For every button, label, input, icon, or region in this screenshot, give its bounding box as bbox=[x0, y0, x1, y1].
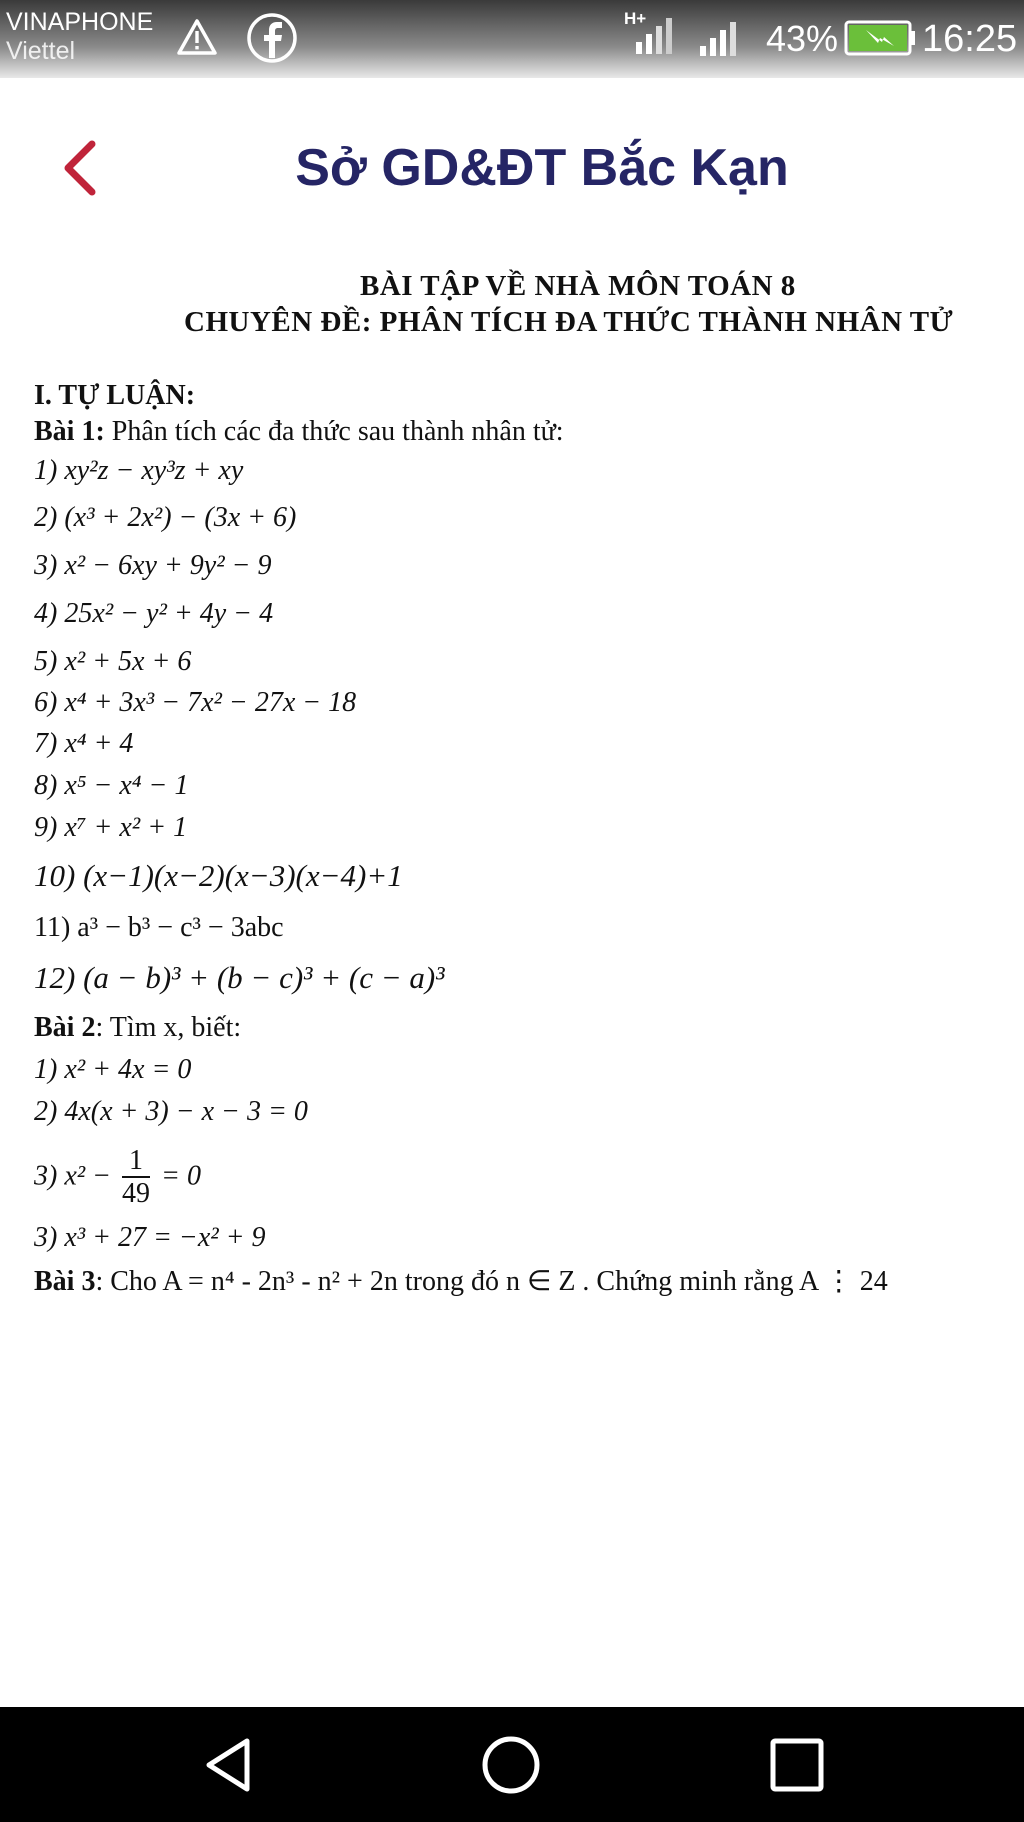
list-item: 1) x² + 4x = 0 bbox=[34, 1054, 192, 1085]
list-item: 9) x⁷ + x² + 1 bbox=[34, 812, 188, 843]
list-item: 11) a³ − b³ − c³ − 3abc bbox=[34, 912, 284, 943]
exercise-2-prompt bbox=[34, 1012, 241, 1044]
battery-charging-icon bbox=[844, 20, 916, 56]
battery-percent: 43% bbox=[766, 18, 839, 59]
exercise-3-label: Bài 3 bbox=[34, 1266, 96, 1297]
system-nav-bar bbox=[0, 1707, 1024, 1822]
facebook-icon bbox=[246, 12, 298, 64]
list-item: 1) xy²z − xy³z + xy bbox=[34, 455, 244, 486]
list-item: 2) 4x(x + 3) − x − 3 = 0 bbox=[34, 1096, 308, 1127]
list-item: 7) x⁴ + 4 bbox=[34, 728, 134, 759]
exercise-1-label: Bài 1: bbox=[34, 416, 105, 447]
exercise-1-prompt bbox=[34, 416, 564, 448]
exercise-1-text: Phân tích các đa thức sau thành nhân tử: bbox=[111, 416, 564, 447]
signal-icon-2 bbox=[698, 18, 746, 58]
list-item: 10) (x−1)(x−2)(x−3)(x−4)+1 bbox=[34, 858, 403, 893]
carrier-name-2: Viettel bbox=[6, 37, 76, 65]
network-type-label: H+ bbox=[624, 9, 647, 28]
section-title: I. TỰ LUẬN: bbox=[34, 380, 196, 411]
list-item: 6) x⁴ + 3x³ − 7x² − 27x − 18 bbox=[34, 687, 357, 718]
list-item: 12) (a − b)³ + (b − c)³ + (c − a)³ bbox=[34, 960, 445, 995]
exercise-2-label: Bài 2 bbox=[34, 1012, 96, 1043]
list-item: 4) 25x² − y² + 4y − 4 bbox=[34, 598, 274, 629]
document-subheading: CHUYÊN ĐỀ: PHÂN TÍCH ĐA THỨC THÀNH NHÂN TỬ bbox=[184, 306, 954, 338]
exercise-2-text: : Tìm x, biết: bbox=[95, 1012, 242, 1043]
warning-icon bbox=[176, 18, 218, 56]
page-title: Sở GD&ĐT Bắc Kạn bbox=[295, 139, 789, 197]
carrier-name-1: VINAPHONE bbox=[6, 8, 154, 36]
exercise-3-prompt bbox=[34, 1264, 888, 1298]
carrier-info bbox=[6, 8, 153, 66]
app-header bbox=[0, 110, 1024, 230]
signal-icon bbox=[622, 8, 680, 58]
list-item: 5) x² + 5x + 6 bbox=[34, 646, 192, 677]
list-item: 8) x⁵ − x⁴ − 1 bbox=[34, 770, 189, 801]
home-circle-icon[interactable] bbox=[479, 1733, 543, 1797]
list-item-fraction: 3) x² − $\frac{1}{49}$ = 0 bbox=[34, 1145, 201, 1209]
fraction: $\frac{1}{49}$ bbox=[122, 1145, 151, 1209]
list-item: 3) x² − 6xy + 9y² − 9 bbox=[34, 550, 272, 581]
status-bar bbox=[0, 0, 1024, 78]
exercise-3-text: : Cho A = n⁴ - 2n³ - n² + 2n trong đó n ∈ Z . Chứng minh rằng A ⋮ 24 bbox=[95, 1266, 888, 1297]
list-item: 3) x³ + 27 = −x² + 9 bbox=[34, 1222, 266, 1253]
recents-square-icon[interactable] bbox=[765, 1733, 829, 1797]
list-item: 2) (x³ + 2x²) − (3x + 6) bbox=[34, 502, 297, 533]
document-heading: BÀI TẬP VỀ NHÀ MÔN TOÁN 8 bbox=[360, 270, 796, 302]
clock: 16:25 bbox=[922, 18, 1018, 60]
back-triangle-icon[interactable] bbox=[197, 1733, 261, 1797]
